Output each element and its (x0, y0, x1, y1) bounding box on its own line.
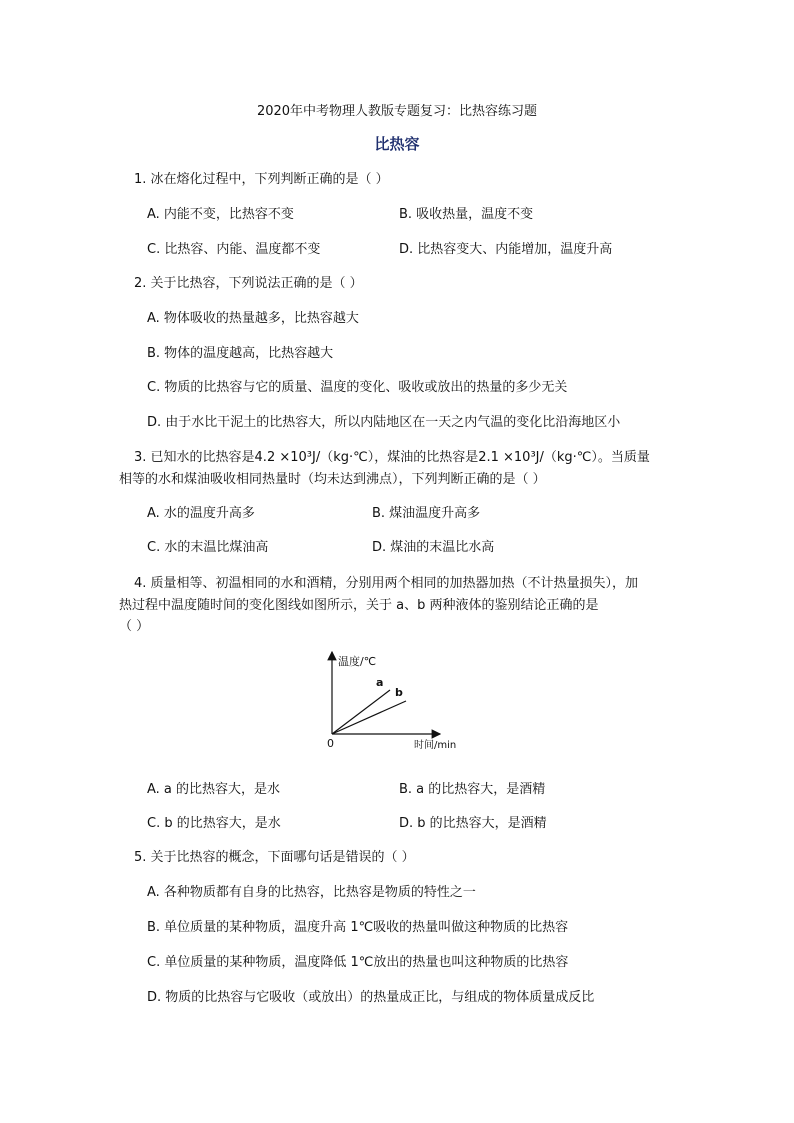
question-4-option-d: D. b 的比热容大，是酒精 (399, 816, 547, 831)
question-2-option-b: B. 物体的温度越高，比热容越大 (147, 346, 334, 361)
line-a-label: a (376, 676, 384, 689)
question-5-option-c: C. 单位质量的某种物质，温度降低 1℃放出的热量也叫这种物质的比热容 (147, 955, 569, 970)
question-3-stem-line-2: 相等的水和煤油吸收相同热量时（均未达到沸点），下列判断正确的是（ ） (119, 472, 546, 487)
section-title: 比热容 (374, 135, 420, 153)
question-5-stem: 5. 关于比热容的概念，下面哪句话是错误的（ ） (134, 850, 415, 865)
question-4-stem-line-1: 4. 质量相等、初温相同的水和酒精，分别用两个相同的加热器加热（不计热量损失），加 (134, 576, 639, 591)
question-1-stem: 1. 冰在熔化过程中，下列判断正确的是（ ） (134, 172, 389, 187)
question-5-option-d: D. 物质的比热容与它吸收（或放出）的热量成正比，与组成的物体质量成反比 (147, 990, 595, 1005)
question-2-option-a: A. 物体吸收的热量越多，比热容越大 (147, 311, 359, 326)
question-4-option-a: A. a 的比热容大，是水 (147, 782, 281, 797)
question-2-stem: 2. 关于比热容，下列说法正确的是（ ） (134, 276, 363, 291)
document-title: 2020年中考物理人教版专题复习：比热容练习题 (256, 104, 538, 119)
question-3-option-b: B. 煤油温度升高多 (372, 506, 481, 521)
question-4-option-b: B. a 的比热容大，是酒精 (399, 782, 546, 797)
y-axis-label: 温度/℃ (338, 655, 377, 668)
question-4-option-c: C. b 的比热容大，是水 (147, 816, 281, 831)
question-1-option-b: B. 吸收热量，温度不变 (399, 207, 534, 222)
question-3-option-d: D. 煤油的末温比水高 (372, 540, 495, 555)
question-2-option-d: D. 由于水比干泥土的比热容大，所以内陆地区在一天之内气温的变化比沿海地区小 (147, 415, 621, 430)
question-4-stem-line-2: 热过程中温度随时间的变化图线如图所示，关于 a、b 两种液体的鉴别结论正确的是 (119, 598, 599, 613)
temperature-time-graph (318, 648, 478, 758)
x-axis-label: 时间/min (414, 740, 457, 751)
question-3-option-a: A. 水的温度升高多 (147, 506, 255, 521)
question-3-option-c: C. 水的末温比煤油高 (147, 540, 269, 555)
question-4-stem-line-3: （ ） (119, 619, 150, 634)
line-b-label: b (395, 686, 403, 699)
question-1-option-d: D. 比热容变大、内能增加，温度升高 (399, 242, 613, 257)
question-3-stem-line-1: 3. 已知水的比热容是4.2 ×10³J/（kg·℃），煤油的比热容是2.1 ×10³J/（kg·℃）。当质量 (134, 450, 650, 465)
question-1-option-a: A. 内能不变，比热容不变 (147, 207, 294, 222)
question-5-option-a: A. 各种物质都有自身的比热容，比热容是物质的特性之一 (147, 885, 476, 900)
question-2-option-c: C. 物质的比热容与它的质量、温度的变化、吸收或放出的热量的多少无关 (147, 380, 568, 395)
origin-label: 0 (327, 737, 334, 750)
question-5-option-b: B. 单位质量的某种物质，温度升高 1℃吸收的热量叫做这种物质的比热容 (147, 920, 569, 935)
question-1-option-c: C. 比热容、内能、温度都不变 (147, 242, 321, 257)
